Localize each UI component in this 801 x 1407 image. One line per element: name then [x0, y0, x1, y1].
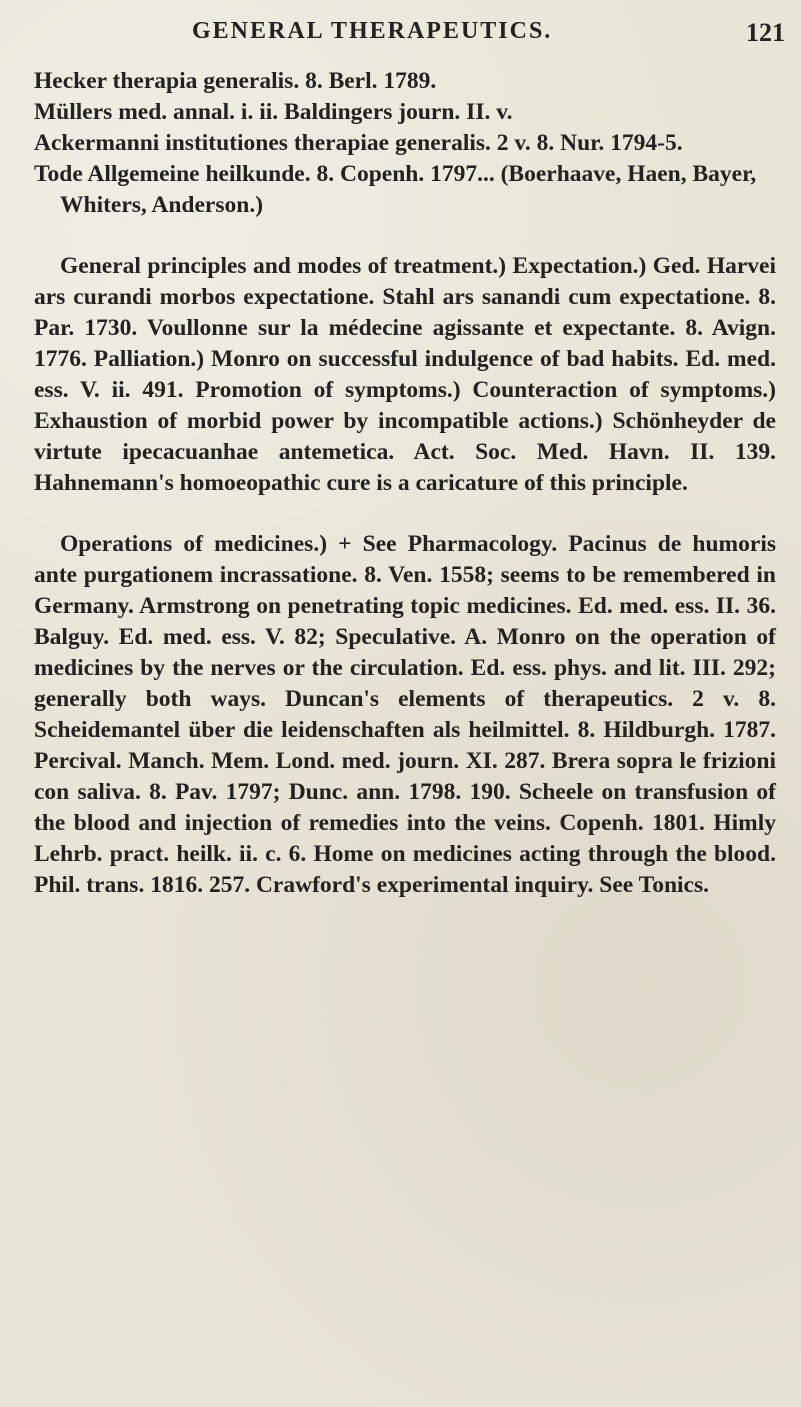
page-header: [0, 18, 801, 58]
page-number: 121: [746, 18, 785, 47]
page-content: [34, 66, 776, 901]
reference-entry: Müllers med. annal. i. ii. Baldingers journ. II. v.: [34, 99, 513, 125]
running-head: GENERAL THERAPEUTICS.: [192, 18, 553, 44]
paragraph-general-principles: General principles and modes of treatment.) Expectation.) Ged. Harvei ars curandi morbos expectatione. Stahl ars sanandi cum expectatione. 8. Par. 1730. Voullonne sur la médecine agissante et expectante. 8. Avign. 1776. Palliation.) Monro on successful indulgence of bad habits. Ed. med. ess. V. ii. 491. Promotion of symptoms.) Counteraction of symptoms.) Exhaustion of morbid power by incompatible actions.) Schönheyder de virtute ipecacuanhae antemetica. Act. Soc. Med. Havn. II. 139. Hahnemann's homoeopathic cure is a caricature of this principle.: [34, 253, 776, 496]
reference-entry: Hecker therapia generalis. 8. Berl. 1789.: [34, 68, 437, 94]
reference-entry: Tode Allgemeine heilkunde. 8. Copenh. 1797... (Boerhaave, Haen, Bayer, Whiters, Anderson.): [34, 161, 757, 218]
paragraph-operations-of-medicines: Operations of medicines.) + See Pharmacology. Pacinus de humoris ante purgationem incrassatione. 8. Ven. 1558; seems to be remembered in Germany. Armstrong on penetrating topic medicines. Ed. med. ess. II. 36. Balguy. Ed. med. ess. V. 82; Speculative. A. Monro on the operation of medicines by the nerves or the circulation. Ed. ess. phys. and lit. III. 292; generally both ways. Duncan's elements of therapeutics. 2 v. 8. Scheidemantel über die leidenschaften als heilmittel. 8. Hildburgh. 1787. Percival. Manch. Mem. Lond. med. journ. XI. 287. Brera sopra le frizioni con saliva. 8. Pav. 1797; Dunc. ann. 1798. 190. Scheele on transfusion of the blood and injection of remedies into the veins. Copenh. 1801. Himly Lehrb. pract. heilk. ii. c. 6. Home on medicines acting through the blood. Phil. trans. 1816. 257. Crawford's experimental inquiry. See Tonics.: [34, 531, 776, 898]
reference-entry: Ackermanni institutiones therapiae generalis. 2 v. 8. Nur. 1794-5.: [34, 130, 683, 156]
reference-list: [34, 66, 776, 221]
